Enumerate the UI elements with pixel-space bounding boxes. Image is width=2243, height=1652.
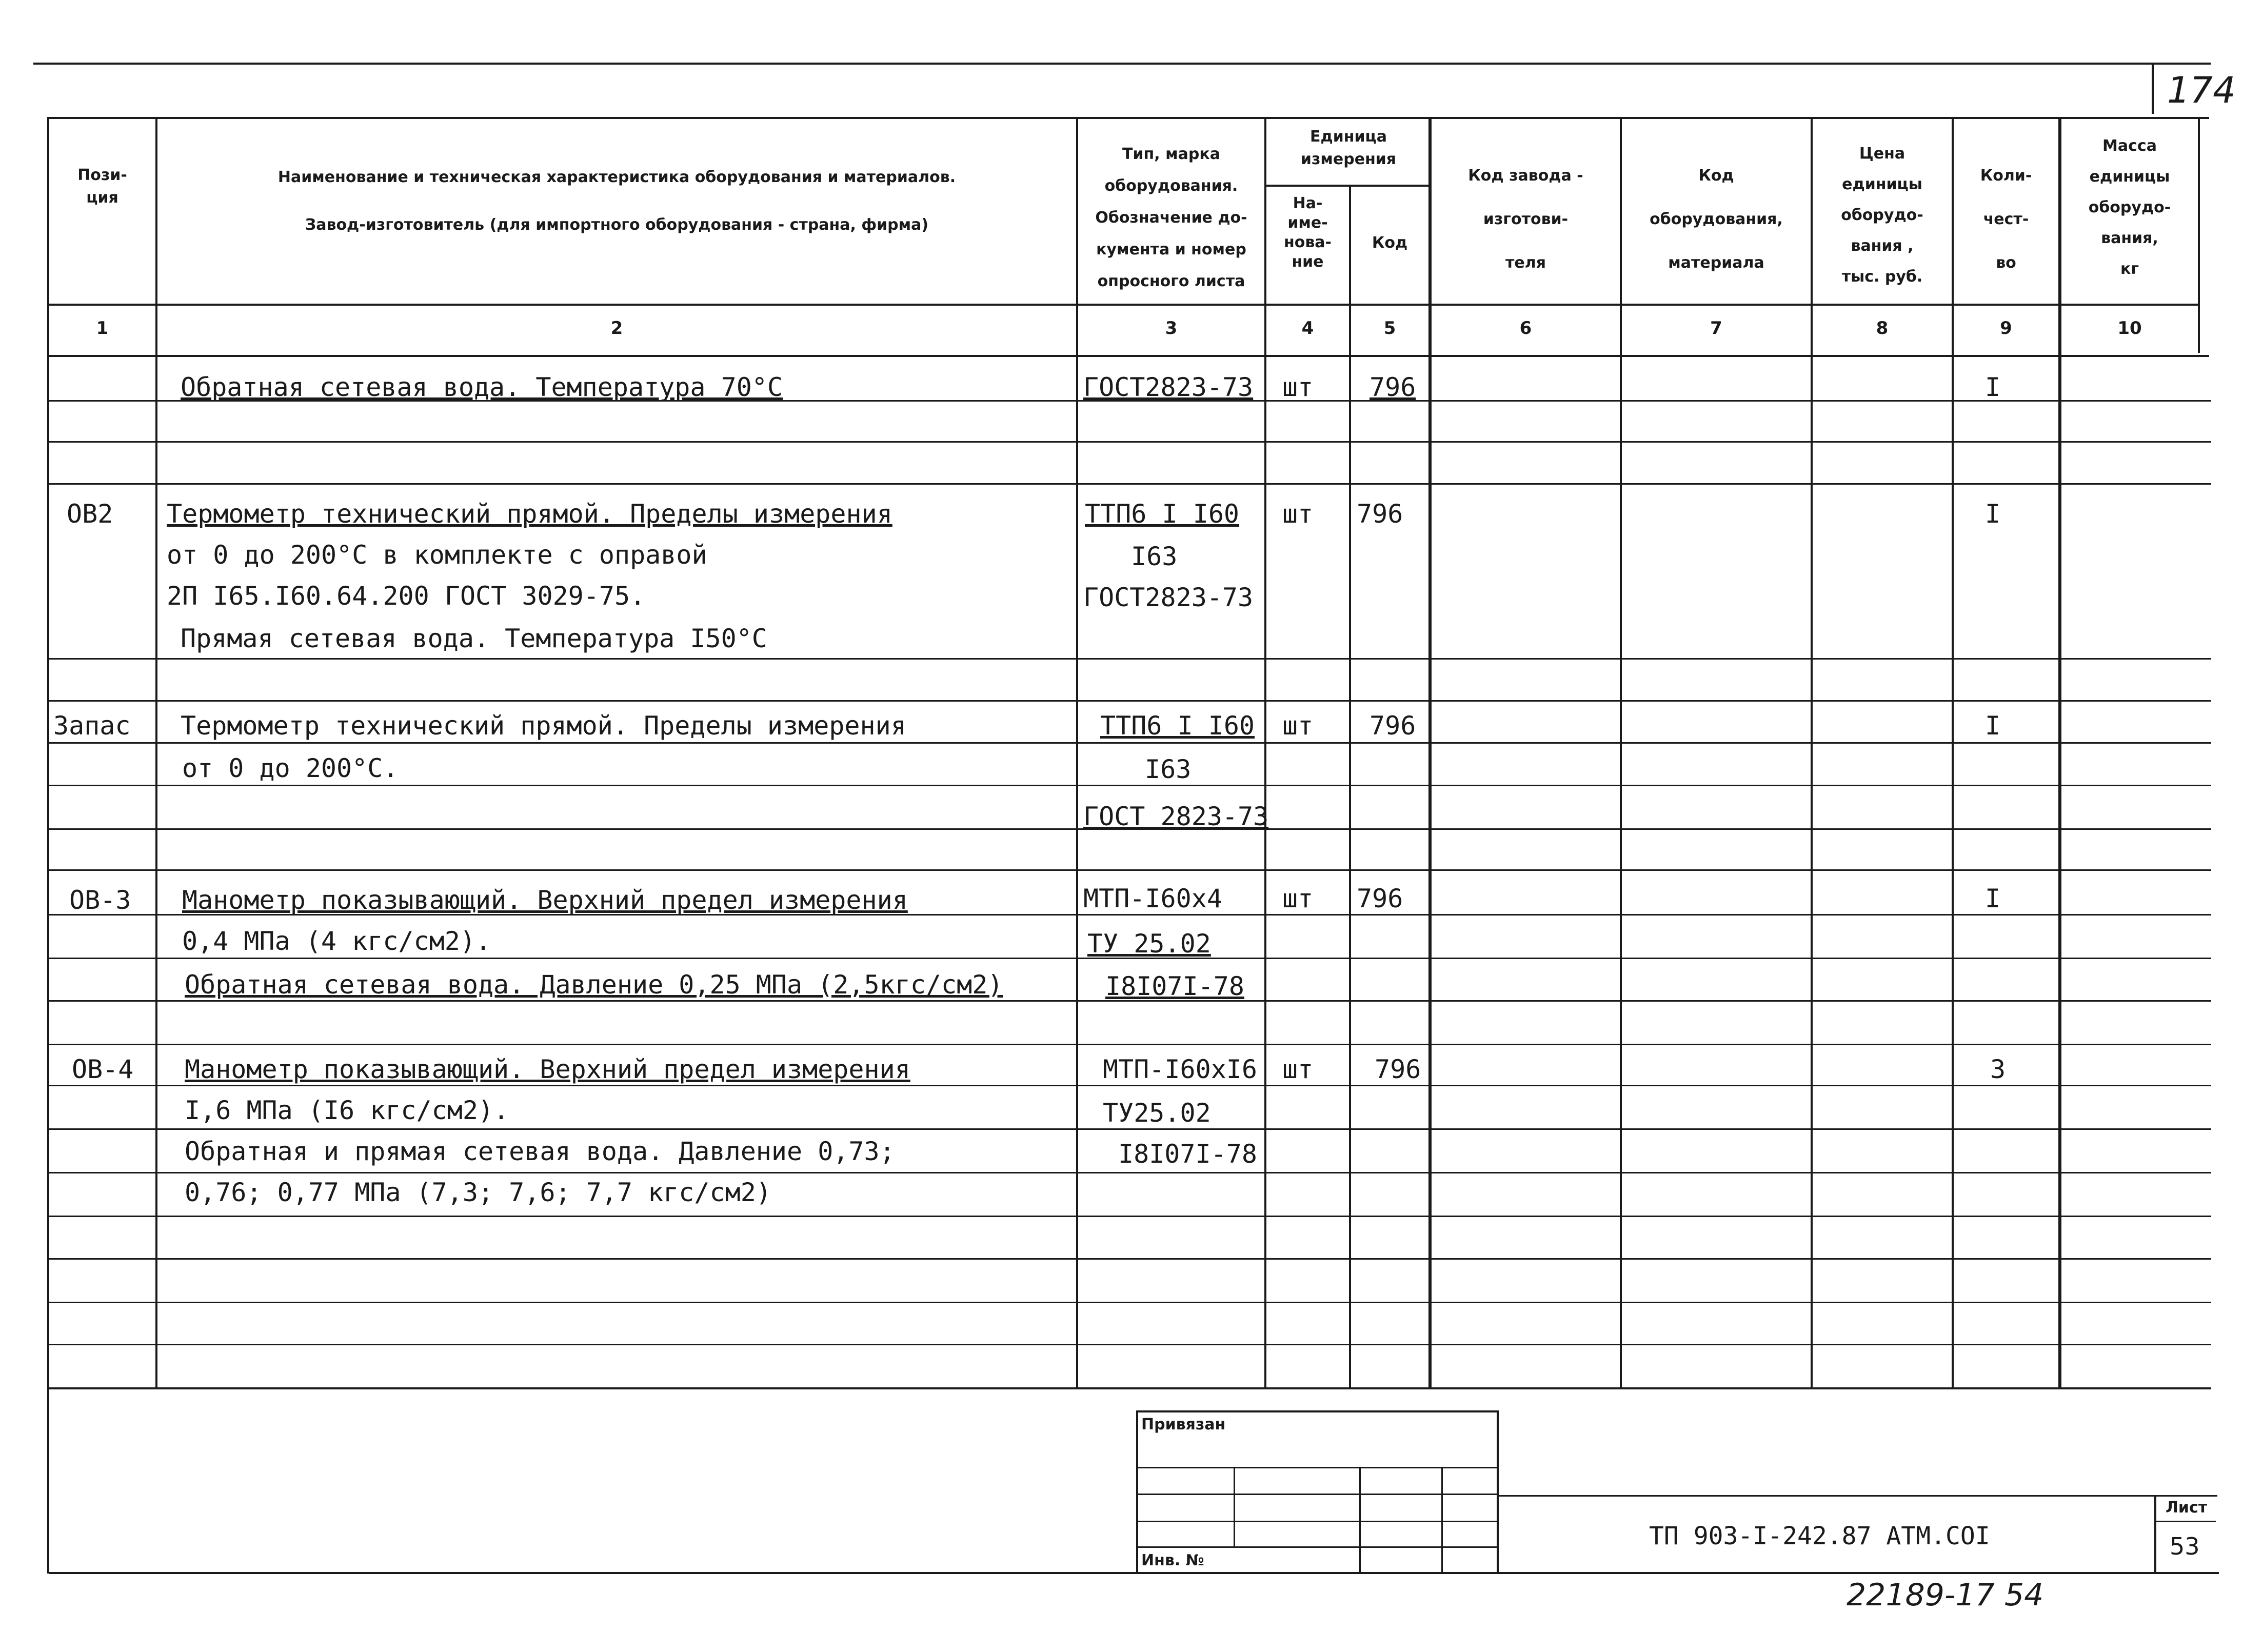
colnum-4: 4 <box>1301 318 1314 339</box>
header-type: Тип, марка оборудования. Обозначение до- кумента и номер опросного листа <box>1095 145 1247 290</box>
table-right-border <box>2198 117 2200 353</box>
stamp-col-line <box>1441 1467 1443 1572</box>
row-position: ОВ-3 <box>69 885 131 915</box>
colnum-1: 1 <box>96 318 109 339</box>
row-qty: I <box>1985 711 2001 741</box>
table-bottom-border <box>49 1387 2211 1389</box>
row-line <box>49 441 2211 443</box>
row-code: 796 <box>1369 372 1416 402</box>
numbers-row-bottom <box>47 355 2209 357</box>
header-name-line1: Наименование и техническая характеристика оборудования и материалов. <box>277 168 956 186</box>
header-mass: Масса единицы оборудо- вания, кг <box>2088 137 2171 278</box>
col-line-7 <box>1811 117 1813 1389</box>
table-top-border <box>47 117 2209 119</box>
row-line <box>49 1172 2211 1173</box>
col-line-9 <box>2058 117 2061 1389</box>
stamp-row-line <box>1136 1521 1498 1522</box>
row-type: МТП-I60хI6 <box>1103 1054 1258 1084</box>
row-qty: 3 <box>1990 1054 2006 1084</box>
stamp-row-line <box>1136 1494 1498 1495</box>
header-quantity: Коли- чест- во <box>1980 167 2032 272</box>
header-unit-group: Единица измерения <box>1300 128 1397 168</box>
row-unit: шт <box>1282 884 1314 913</box>
header-factory-code: Код завода - изготови- теля <box>1468 167 1583 272</box>
row-line <box>49 742 2211 744</box>
row-position: ОВ-4 <box>72 1054 134 1084</box>
row-type: I63 <box>1131 542 1178 571</box>
header-price: Цена единицы оборудо- вания , тыс. руб. <box>1841 145 1923 286</box>
stamp-row-line <box>1136 1546 1498 1548</box>
row-line <box>49 1128 2211 1130</box>
colnum-6: 6 <box>1519 318 1532 339</box>
document-code: ТП 903-I-242.87 АТМ.СОI <box>1649 1522 1990 1550</box>
colnum-7: 7 <box>1710 318 1722 339</box>
row-code: 796 <box>1375 1054 1421 1084</box>
stamp-row-line <box>1136 1467 1498 1468</box>
row-qty: I <box>1985 884 2001 913</box>
row-position: Запас <box>53 711 131 741</box>
sheet-box-left <box>2154 1495 2156 1572</box>
row-code: 796 <box>1369 711 1416 741</box>
row-type: I8I07I-78 <box>1118 1139 1257 1169</box>
colnum-9: 9 <box>2000 318 2012 339</box>
col-line-5 <box>1428 117 1432 1389</box>
row-type: I8I07I-78 <box>1105 971 1244 1001</box>
col-line-6 <box>1620 117 1622 1389</box>
row-name: Манометр показывающий. Верхний предел измерения <box>185 1054 910 1084</box>
row-line <box>49 1344 2211 1345</box>
row-qty: I <box>1985 499 2001 529</box>
row-type: ГОСТ2823-73 <box>1083 372 1254 402</box>
row-name: 0,76; 0,77 МПа (7,3; 7,6; 7,7 кгс/см2) <box>185 1178 771 1207</box>
page-bottom-border <box>49 1572 2219 1574</box>
row-name: от 0 до 200°С в комплекте с оправой <box>167 540 707 570</box>
row-unit: шт <box>1282 372 1314 402</box>
stamp-privyazan-label: Привязан <box>1141 1416 1226 1434</box>
colnum-8: 8 <box>1876 318 1889 339</box>
row-type: ТУ25.02 <box>1103 1098 1211 1128</box>
col-line-2 <box>1076 117 1078 1389</box>
row-type: МТП-I60х4 <box>1083 884 1222 913</box>
row-line <box>49 1044 2211 1045</box>
colnum-3: 3 <box>1165 318 1178 339</box>
row-name: Манометр показывающий. Верхний предел измерения <box>182 885 908 915</box>
row-code: 796 <box>1357 499 1403 529</box>
row-unit: шт <box>1282 499 1314 529</box>
row-name: Обратная сетевая вода. Температура 70°С <box>181 372 783 402</box>
bottom-handwritten-number: 22189-17 54 <box>1847 1577 2044 1613</box>
header-bottom-border <box>47 304 2199 306</box>
row-qty: I <box>1985 372 2001 402</box>
header-position: Пози- ция <box>77 166 127 207</box>
row-name: Термометр технический прямой. Пределы измерения <box>181 711 906 741</box>
stamp-frame-top <box>1136 1410 1498 1412</box>
row-name: 2П I65.I60.64.200 ГОСТ 3029-75. <box>167 581 646 611</box>
row-line <box>49 1216 2211 1217</box>
row-type: ТТП6 I I60 <box>1100 711 1255 741</box>
page-number-handwritten: 174 <box>2167 69 2236 111</box>
header-unit-code: Код <box>1372 234 1408 252</box>
row-code: 796 <box>1357 884 1403 913</box>
row-unit: шт <box>1282 1054 1314 1084</box>
row-type: ГОСТ2823-73 <box>1083 583 1254 612</box>
row-line <box>49 1302 2211 1303</box>
colnum-2: 2 <box>610 318 623 339</box>
row-type: ТУ 25.02 <box>1087 929 1211 959</box>
page-number-divider <box>2152 63 2154 114</box>
doc-block-top <box>1497 1495 2217 1497</box>
col-line-8 <box>1952 117 1954 1389</box>
top-rule <box>33 63 2211 65</box>
row-name: I,6 МПа (I6 кгс/см2). <box>185 1096 509 1125</box>
row-name: 0,4 МПа (4 кгс/см2). <box>182 926 491 956</box>
row-line <box>49 658 2211 660</box>
col-line-1 <box>155 117 157 1389</box>
row-line <box>49 483 2211 485</box>
header-equipment-code: Код оборудования, материала <box>1650 167 1783 272</box>
colnum-5: 5 <box>1383 318 1396 339</box>
row-line <box>49 1085 2211 1086</box>
col-line-4 <box>1349 185 1351 1389</box>
header-unit-name: На- име- нова- ние <box>1283 194 1332 271</box>
colnum-10: 10 <box>2117 318 2142 339</box>
row-line <box>49 785 2211 786</box>
row-line <box>49 700 2211 702</box>
row-unit: шт <box>1282 711 1314 741</box>
sheet-number: 53 <box>2170 1532 2200 1560</box>
stamp-inv-label: Инв. № <box>1141 1551 1204 1569</box>
header-name-line2: Завод-изготовитель (для импортного оборудования - страна, фирма) <box>305 216 929 234</box>
row-name: Обратная сетевая вода. Давление 0,25 МПа (2,5кгс/см2) <box>185 970 1003 1000</box>
row-type: I63 <box>1145 754 1192 784</box>
row-name: Термометр технический прямой. Пределы измерения <box>167 499 892 529</box>
col-line-3 <box>1264 117 1266 1389</box>
row-line <box>49 1258 2211 1260</box>
stamp-col-line <box>1359 1467 1361 1572</box>
sheet-label: Лист <box>2166 1499 2208 1517</box>
sheet-box-divider <box>2154 1521 2216 1522</box>
row-type: ТТП6 I I60 <box>1085 499 1240 529</box>
row-position: ОВ2 <box>67 499 113 529</box>
row-line <box>49 869 2211 871</box>
stamp-col-line <box>1234 1467 1235 1546</box>
col-45-split <box>1264 185 1431 187</box>
row-name: Прямая сетевая вода. Температура I50°С <box>181 624 767 653</box>
row-name: от 0 до 200°С. <box>182 753 399 783</box>
row-type: ГОСТ 2823-73 <box>1083 802 1269 831</box>
row-name: Обратная и прямая сетевая вода. Давление 0,73; <box>185 1137 895 1166</box>
